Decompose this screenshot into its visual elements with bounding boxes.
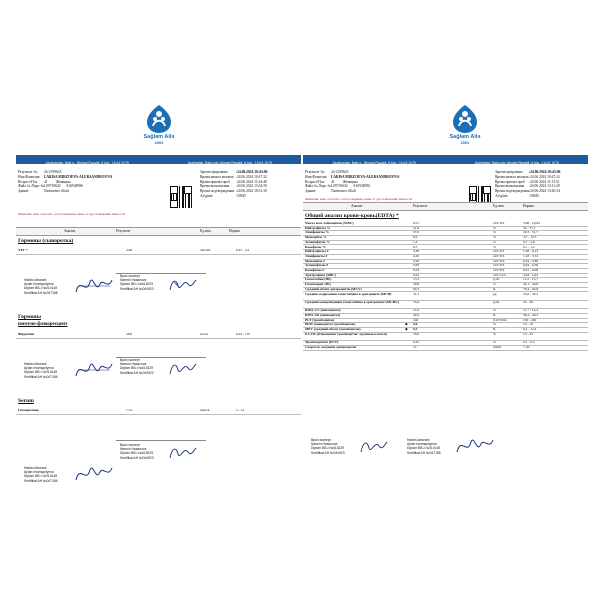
cbc-unit: mm/h [493, 344, 502, 349]
table-row: Гемоцистеин 7,74 umol/L 5 - 12 [16, 408, 301, 415]
identity-warning: Фамилия, имя, отчество, дата рождения, визы от удостоверения личности [18, 212, 125, 216]
cbc-result: 1,4 [413, 239, 418, 244]
cbc-result: 3,38 [413, 249, 420, 254]
cbc-norm: 150 - 400 [523, 317, 537, 322]
cbc-norm: 34 - 71,1 [523, 225, 536, 230]
cbc-analysis-name: Средняя концентрация гемоглобина в эритроците (MCHC) [305, 299, 400, 304]
address-az: Azərbaycan, Bakı ş., Əhməd Rəcəbli -5 küç., 16 AZ 1075 [332, 161, 416, 165]
table-row [303, 345, 588, 351]
cbc-analysis-name: Нейтрофилы % [305, 225, 331, 230]
clinic-brand-year: 2002 [154, 140, 164, 145]
cbc-result: 0,03 [413, 268, 420, 272]
cbc-analysis-name: Эозинофилы # [305, 263, 329, 268]
cbc-analysis-name: Лимфоциты # [305, 253, 328, 258]
cbc-result: 8,6 [413, 235, 418, 240]
page-header [16, 102, 301, 154]
cbc-result: 39,8 [413, 282, 420, 287]
cbc-result: 0,09 [413, 263, 420, 268]
signature-doctor: Врач эксперт Narmin Hasanova Diplom BB-I №615229 Sertifikat AH №044923 [311, 438, 345, 455]
sample-times: Зарегистрировано :24.06.2024 10:43:06 Время начала anализа :24.06.2024 10:47:32 Время приема проб :24.06.2024 11:44:48 Время выполнения :24.06.2024 13:34:59 Время подтверждения :24.06.2024 18:51:30 Ad günü :50945 [200, 170, 268, 198]
address-en: Azerbaijan, Baku city, Ahmed Recabli -5 küç., 16 AZ 1075 [187, 161, 272, 165]
patient-info: Результат №: 24-2199643 Имя Фамилия LARISA MIRZOEVA-ALEKSANDROVNA Возраст/Пол 41 Женщина Файл № /Карт №L09710632 A16948596 Здание Nərimanov filiali [305, 170, 400, 194]
cbc-norm: 1,56 - 6,13 [523, 249, 539, 254]
clinic-logo-icon [146, 104, 172, 134]
patient-info: Результат №: 24-2199643 Имя Фамилия LARISA MIRZOEVA-ALEKSANDROVNA Возраст/Пол 41 Женщина Файл № /Карт №L09710632 A16948596 Здание Nərimanov filiali [18, 170, 113, 194]
cbc-unit: fL [493, 327, 497, 332]
cbc-norm: 0,24 - 0,86 [523, 258, 539, 263]
cbc-analysis-name: Тромбокритит (PCT) [305, 340, 339, 345]
cbc-analysis-name: Лимфоциты % [305, 230, 330, 235]
abnormal-flag-icon: ◆ [405, 322, 408, 327]
address-en: Azerbaijan, Baku city, Ahmed Recabli -5 küç., 16 AZ 1075 [474, 161, 559, 165]
cbc-result: 9,3 [413, 327, 418, 332]
cbc-analysis-name: Базофилы % [305, 244, 326, 249]
cbc-result: 2,45 [413, 253, 420, 258]
cbc-norm: 9,4 - 12,4 [523, 327, 537, 332]
cbc-result: 18,9 [413, 331, 420, 336]
cbc-analysis-name: MPV (средний объем тромбоцитов) [305, 327, 361, 332]
cbc-unit: x10^9/L [493, 253, 505, 258]
cbc-analysis-name: Эритроциты (RBC) [305, 272, 336, 277]
qr-code [170, 186, 192, 208]
cbc-analysis-name: PLT (тромбоциты) [305, 317, 335, 322]
cbc-analysis-name: RDW-SD (анизоцитоз) [305, 313, 341, 317]
cbc-unit: % [493, 331, 496, 336]
cbc-norm: 0,1 - 0,5 [523, 340, 535, 345]
cbc-result: 37,6 [413, 230, 420, 235]
cbc-norm: 19,3 - 51,7 [523, 230, 539, 235]
sample-times: Зарегистрировано :24.06.2024 10:43:06 Время начала anализа:24.06.2024 10:47:32 Время приема проб :24.06.2024 11:15:51 Время выполнения :24.06.2024 13:11:29 Время подтверждения:24.06.2024 13:40:34 Ad günü :50945 [495, 170, 561, 198]
signature-doctor: Врач эксперт Narmin Hasanova Diplom BB-I №615229 Sertifikat AH №044923 [120, 443, 154, 460]
cbc-unit: % [493, 322, 496, 327]
results-table-header: Анализ Результат Ед.изм. Нормы [303, 202, 588, 211]
address-az: Azərbaycan, Bakı ş., Əhməd Rəcəbli -5 küç., 16 AZ 1075 [45, 161, 129, 165]
signature-doctor: Врач эксперт Narmin Hasanova Diplom BB-I №615229 Sertifikat AH №044923 [120, 358, 154, 375]
cbc-norm: 4,7 - 12,5 [523, 235, 537, 240]
section-title-cbc: Общий анализ крови-кровь(EDTA) * [305, 213, 399, 219]
cbc-result: 94,3 [413, 286, 420, 291]
cbc-analysis-name: P-LCR (Отношение тромбоцитов: крупные клетки) [305, 331, 387, 336]
cbc-unit: g/dL [493, 277, 500, 282]
clinic-logo [443, 104, 487, 145]
cbc-unit: pg [493, 291, 497, 296]
cbc-analysis-name: Скорость оседания эритроцитов [305, 344, 357, 349]
cbc-analysis-name: Гемоглобин (Hb) [305, 277, 332, 282]
clinic-brand-year: 2002 [460, 140, 470, 145]
cbc-norm: 0,1 - 1,2 [523, 244, 535, 249]
clinic-brand: Sağlam Ailə [143, 134, 175, 140]
cbc-unit: g/dL [493, 299, 500, 304]
clinic-logo [137, 104, 181, 145]
signature-scribble-doctor [166, 274, 200, 296]
cbc-result: 0,56 [413, 258, 420, 263]
cbc-unit: x10^9/L [493, 263, 505, 268]
cbc-unit: % [493, 244, 496, 249]
cbc-unit: % [493, 308, 496, 313]
cbc-result: 51,9 [413, 225, 420, 230]
cbc-norm: 79,4 - 94,8 [523, 286, 539, 291]
address-band [16, 155, 301, 164]
cbc-unit: fL [493, 313, 497, 317]
cbc-result: 9,6 [413, 322, 418, 327]
cbc-analysis-name: Число всех лейкоцитов (WBC) [305, 221, 354, 225]
cbc-result: 4,22 [413, 272, 420, 277]
cbc-result: 13,3 [413, 277, 420, 282]
report-page-hormones [16, 102, 301, 495]
signature-scribble-lab [72, 462, 116, 486]
cbc-result: 0,22 [413, 340, 420, 345]
signature-lab-technician: Hakim-laborant Aytan Imamquliyeva Diplom BB-I №010148 Sertifikat AH №047186 [24, 466, 58, 483]
signature-scribble-doctor [357, 436, 391, 458]
cbc-result: 33,4 [413, 299, 420, 304]
cbc-norm: 3,98 - 10,04 [523, 221, 540, 225]
cbc-unit: x10^9/L [493, 258, 505, 263]
cbc-unit: % [493, 239, 496, 244]
cbc-norm: 13 - 43 [523, 331, 533, 336]
cbc-analysis-name: Эозинофилы % [305, 239, 330, 244]
cbc-unit: x10^12/L [493, 272, 507, 277]
signature-scribble-lab [453, 434, 497, 458]
clinic-brand: Sağlam Ailə [449, 134, 481, 140]
identity-warning: Фамилия, имя, отчество, дата рождения, визы от удостоверения личности [305, 197, 412, 201]
cbc-norm: 0,04 - 0,36 [523, 263, 539, 268]
cbc-analysis-name: Базофилы # [305, 268, 324, 272]
cbc-norm: 10 - 18 [523, 322, 533, 327]
table-row: Ферритин 28,6 нг/мл 6,24 - 137 [16, 332, 301, 339]
cbc-norm: 32 - 36 [523, 299, 533, 304]
report-page-cbc [303, 102, 588, 495]
signature-scribble-lab [72, 274, 116, 298]
cbc-result: 240 [413, 317, 419, 322]
cbc-norm: 1,18 - 3,74 [523, 253, 539, 258]
section-title-hormones: Гормоны [18, 314, 42, 320]
cbc-result: 42,6 [413, 313, 420, 317]
cbc-unit: % [493, 230, 496, 235]
results-table-header: Анализ Результат Ед.изм. Нормы [16, 227, 301, 236]
cbc-norm: 11,2 - 15,7 [523, 277, 539, 282]
page-header [303, 102, 588, 154]
cbc-norm: 25,6 - 32,2 [523, 291, 539, 296]
cbc-norm: 0,7 - 5,8 [523, 239, 535, 244]
signature-lab-technician: Hakim-laborant Aytan Imamquliyeva Diplom BB-I №010148 Sertifikat AH №047186 [24, 278, 58, 295]
cbc-unit: X10^9/uL [493, 317, 508, 322]
cbc-unit: % [493, 225, 496, 230]
section-title-serum: Serum [18, 398, 34, 404]
cbc-analysis-name: Моноциты % [305, 235, 327, 240]
signature-lab-technician: Hakim-laborant Aytan Imamquliyeva Diplom BB-I №010148 Sertifikat AH №047186 [407, 438, 441, 455]
signature-scribble-doctor [166, 442, 200, 464]
section-subtitle-immuno: иммуно-флюоресцент [18, 322, 68, 327]
cbc-result: 12 [413, 344, 417, 349]
cbc-unit: % [493, 340, 496, 345]
cbc-unit: % [493, 235, 496, 240]
cbc-analysis-name: Нейтрофилы # [305, 249, 329, 254]
signature-doctor: Врач эксперт Narmin Hasanova Diplom BB-I №615229 Sertifikat AH №044923 [120, 274, 154, 291]
cbc-analysis-name: Среднее содержание гемоглобина в эритроците (MCH) [305, 291, 392, 296]
cbc-norm: 34,1 - 44,9 [523, 282, 539, 287]
abnormal-flag-icon: ◆ [405, 327, 408, 332]
cbc-analysis-name: Моноциты # [305, 258, 325, 263]
cbc-norm: 36,4 - 46,3 [523, 313, 539, 317]
cbc-unit: x10^9/L [493, 221, 505, 225]
cbc-unit: x10^9/L [493, 268, 505, 272]
cbc-result: 6,51 [413, 221, 420, 225]
cbc-analysis-name: RDW-CV (анизоцитоз) [305, 308, 341, 313]
cbc-norm: 11,7 - 14,4 [523, 308, 539, 313]
cbc-analysis-name: Гематокрит (Ht) [305, 282, 331, 287]
cbc-unit: x10^9/L [493, 249, 505, 254]
section-title-hormones-serum: Гормоны (сыворотка) [18, 238, 74, 244]
cbc-norm: < 20 [523, 344, 530, 349]
cbc-analysis-name: PDW (анизоцитоз тромбоцитов) [305, 322, 356, 327]
table-row: ТТГ * 2,96 uIU/mL 0,27 - 4,2 [16, 248, 301, 255]
cbc-result: 31,5 [413, 291, 420, 296]
clinic-logo-icon [452, 104, 478, 134]
cbc-unit: fL [493, 286, 497, 291]
cbc-norm: 3,93 - 5,22 [523, 272, 539, 277]
signature-scribble-doctor [166, 358, 200, 380]
cbc-result: 12,4 [413, 308, 420, 313]
signature-scribble-lab [72, 358, 116, 382]
signature-lab-technician: Hakim-laborant Aytan Imamquliyeva Diplom BB-I №010148 Sertifikat AH №047186 [24, 362, 58, 379]
cbc-result: 0,5 [413, 244, 418, 249]
cbc-unit: % [493, 282, 496, 287]
cbc-norm: 0,01 - 0,08 [523, 268, 539, 272]
cbc-analysis-name: Средний объём эритроцитов (MCV) [305, 286, 362, 291]
address-band [303, 155, 588, 164]
